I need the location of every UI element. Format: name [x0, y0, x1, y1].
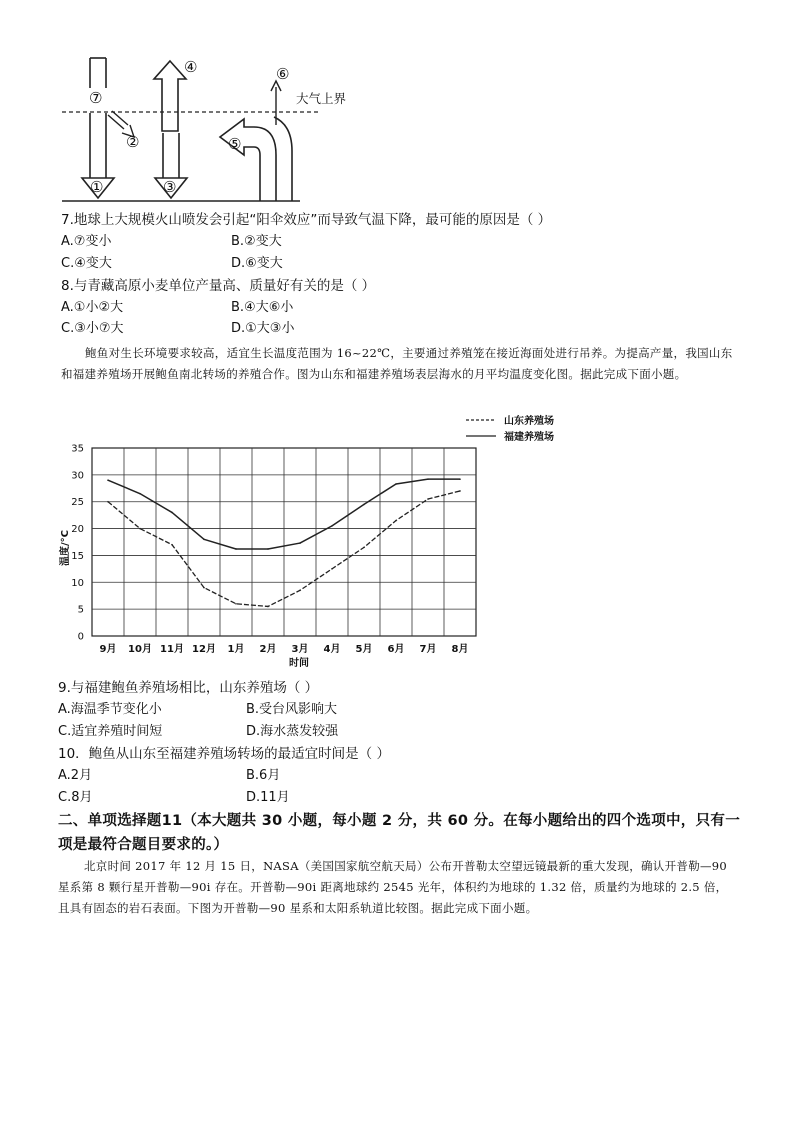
- data-point-shandong: [395, 520, 397, 522]
- data-point-shandong: [427, 498, 429, 500]
- data-point-fujian: [395, 483, 397, 485]
- abalone-passage: 鲍鱼对生长环境要求较高，适宜生长温度范围为 16~22℃，主要通过养殖笼在接近海面处进行吊养。为提高产量，我国山东和福建养殖场开展鲍鱼南北转场的养殖合作。图为山东和福建养殖场表层海水的月平均温度变化图。据此完成下面小题。: [61, 346, 733, 381]
- label-n2: ②: [126, 133, 140, 151]
- q9-option-a[interactable]: A.海温季节变化小: [58, 702, 162, 717]
- x-tick-label: 8月: [451, 644, 469, 655]
- y-tick-label: 5: [77, 604, 84, 616]
- q7-stem: 7.地球上大规模火山喷发会引起“阳伞效应”而导致气温下降，最可能的原因是（ ）: [61, 212, 552, 228]
- y-tick-label: 35: [71, 443, 84, 455]
- x-tick-label: 3月: [291, 644, 309, 655]
- arrow-curved-radiation: [220, 117, 292, 201]
- data-point-shandong: [331, 568, 333, 570]
- chart-xlabel: 时间: [289, 658, 309, 669]
- data-point-shandong: [235, 603, 237, 605]
- data-point-fujian: [235, 548, 237, 550]
- q10-option-c[interactable]: C.8月: [58, 790, 93, 805]
- temperature-chart: [56, 408, 596, 673]
- label-n5: ⑤: [228, 135, 242, 153]
- section2-title: 二、单项选择题11（本大题共 30 小题，每小题 2 分，共 60 分。在每小题给出的四个选项中，只有一项是最符合题目要求的。）: [58, 813, 741, 853]
- q8-option-c[interactable]: C.③小⑦大: [61, 321, 124, 336]
- q9-option-d[interactable]: D.海水蒸发较强: [246, 724, 339, 739]
- x-tick-label: 6月: [387, 644, 405, 655]
- x-tick-label: 1月: [227, 644, 245, 655]
- data-point-fujian: [427, 478, 429, 480]
- q8-option-a[interactable]: A.①小②大: [61, 300, 124, 315]
- label-atmosphere-top: 大气上界: [296, 91, 347, 106]
- data-point-fujian: [299, 542, 301, 544]
- data-point-shandong: [203, 587, 205, 589]
- y-tick-label: 25: [71, 497, 84, 509]
- q9-option-b[interactable]: B.受台风影响大: [246, 702, 338, 717]
- data-point-fujian: [267, 548, 269, 550]
- label-n6: ⑥: [276, 65, 290, 83]
- q7-option-d[interactable]: D.⑥变大: [231, 256, 283, 271]
- label-n7: ⑦: [89, 89, 103, 107]
- data-point-fujian: [331, 525, 333, 527]
- chart-ylabel: 温度/°C: [60, 530, 71, 566]
- data-point-shandong: [459, 490, 461, 492]
- x-tick-label: 5月: [355, 644, 373, 655]
- data-point-shandong: [139, 528, 141, 530]
- data-point-shandong: [363, 547, 365, 549]
- q10-option-d[interactable]: D.11月: [246, 790, 290, 805]
- label-n4: ④: [184, 58, 198, 76]
- kepler-passage: 北京时间 2017 年 12 月 15 日，NASA（美国国家航空航天局）公布开普勒太空望远镜最新的重大发现，确认开普勒—90 星系第 8 颗行星开普勒—90i 存在。开普勒—90i 距离地球约 2545 光年，体积约为地球的 1.32 倍，质量约为地球的 2.5 倍，且具有固态的岩石表面。下图为开普勒—90 星系和太阳系轨道比较图。据此完成下面小题。: [58, 859, 728, 915]
- data-point-shandong: [299, 590, 301, 592]
- q8-option-d[interactable]: D.①大③小: [231, 321, 295, 336]
- y-tick-label: 30: [71, 470, 84, 482]
- y-tick-label: 10: [71, 577, 84, 589]
- q8-stem: 8.与青藏高原小麦单位产量高、质量好有关的是（ ）: [61, 278, 376, 294]
- x-tick-label: 2月: [259, 644, 277, 655]
- legend-label-1: 福建养殖场: [504, 432, 554, 443]
- radiation-diagram: [60, 55, 360, 205]
- q9-option-c[interactable]: C.适宜养殖时间短: [58, 724, 163, 739]
- label-n3: ③: [163, 178, 177, 196]
- data-point-fujian: [171, 512, 173, 514]
- x-tick-label: 10月: [128, 644, 152, 655]
- q7-option-a[interactable]: A.⑦变小: [61, 234, 112, 249]
- data-point-fujian: [459, 478, 461, 480]
- y-tick-label: 20: [71, 524, 84, 536]
- x-tick-label: 12月: [192, 644, 216, 655]
- q7-option-c[interactable]: C.④变大: [61, 256, 112, 271]
- q7-option-b[interactable]: B.②变大: [231, 234, 282, 249]
- data-point-fujian: [363, 504, 365, 506]
- data-point-shandong: [267, 606, 269, 608]
- data-point-shandong: [107, 501, 109, 503]
- x-tick-label: 9月: [99, 644, 117, 655]
- x-tick-label: 11月: [160, 644, 184, 655]
- data-point-fujian: [139, 493, 141, 495]
- q10-stem: 10．鲍鱼从山东至福建养殖场转场的最适宜时间是（ ）: [58, 746, 390, 762]
- q9-stem: 9.与福建鲍鱼养殖场相比，山东养殖场（ ）: [58, 680, 319, 696]
- arrow-upward-radiation: [154, 61, 186, 131]
- q10-option-a[interactable]: A.2月: [58, 768, 93, 783]
- q8-option-b[interactable]: B.④大⑥小: [231, 300, 294, 315]
- x-tick-label: 7月: [419, 644, 437, 655]
- legend-label-0: 山东养殖场: [504, 416, 554, 427]
- y-tick-label: 15: [71, 550, 84, 562]
- q10-option-b[interactable]: B.6月: [246, 768, 281, 783]
- arrow-incoming-radiation: [82, 58, 114, 198]
- data-point-fujian: [107, 479, 109, 481]
- data-point-fujian: [203, 539, 205, 541]
- label-n1: ①: [90, 178, 104, 196]
- x-tick-label: 4月: [323, 644, 341, 655]
- data-point-shandong: [171, 544, 173, 546]
- y-tick-label: 0: [77, 631, 84, 643]
